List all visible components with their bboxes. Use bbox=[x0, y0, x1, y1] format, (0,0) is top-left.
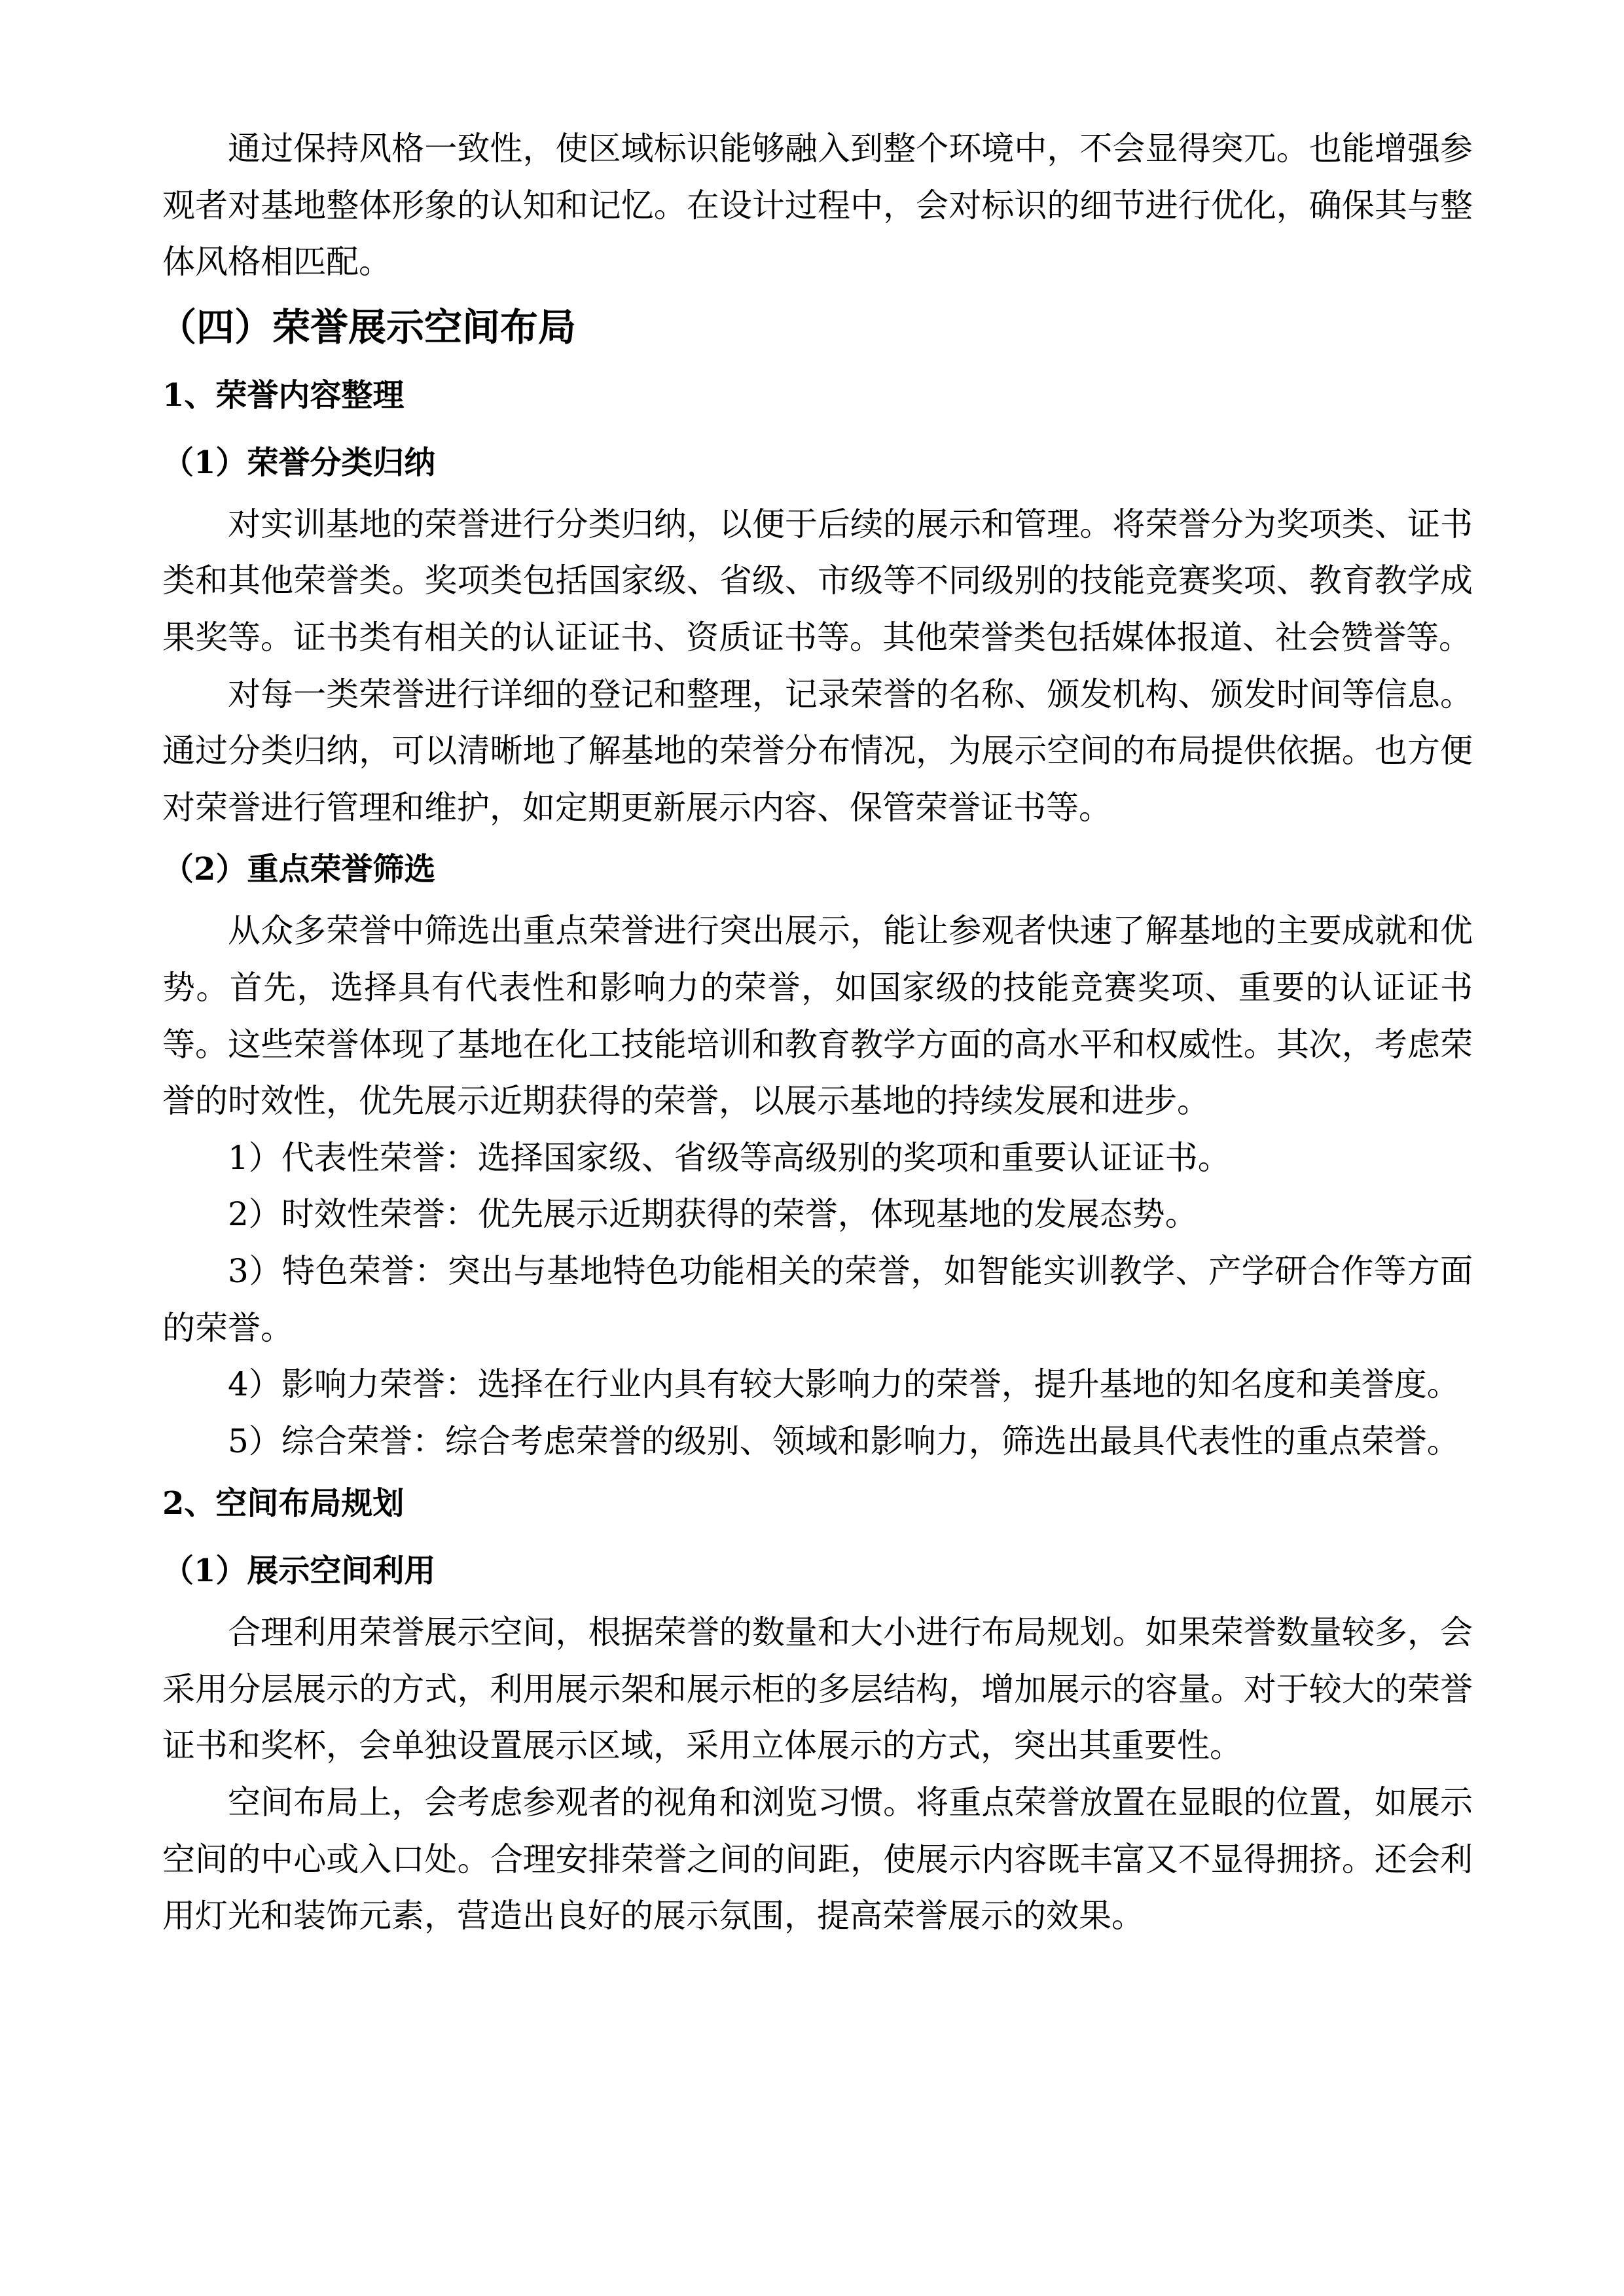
paragraph: 对实训基地的荣誉进行分类归纳，以便于后续的展示和管理。将荣誉分为奖项类、证书类和其他荣誉类。奖项类包括国家级、省级、市级等不同级别的技能竞赛奖项、教育教学成果奖等。证书类有相关的认证证书、资质证书等。其他荣誉类包括媒体报道、社会赞誉等。 bbox=[162, 505, 1473, 656]
paragraph: 空间布局上，会考虑参观者的视角和浏览习惯。将重点荣誉放置在显眼的位置，如展示空间的中心或入口处。合理安排荣誉之间的间距，使展示内容既丰富又不显得拥挤。还会利用灯光和装饰元素，营造出良好的展示氛围，提高荣誉展示的效果。 bbox=[162, 1784, 1473, 1935]
heading-space-use: （1）展示空间利用 bbox=[162, 1552, 436, 1590]
document-page bbox=[158, 120, 1473, 1945]
heading-classification: （1）荣誉分类归纳 bbox=[162, 444, 436, 481]
subsection-title-layout: 2、空间布局规划 bbox=[162, 1485, 405, 1522]
intro-paragraph: 通过保持风格一致性，使区域标识能够融入到整个环境中，不会显得突兀。也能增强参观者对基地整体形象的认知和记忆。在设计过程中，会对标识的细节进行优化，确保其与整体风格相匹配。 bbox=[162, 130, 1473, 281]
section-title: （四）荣誉展示空间布局 bbox=[158, 304, 577, 350]
paragraph: 对每一类荣誉进行详细的登记和整理，记录荣誉的名称、颁发机构、颁发时间等信息。通过分类归纳，可以清晰地了解基地的荣誉分布情况，为展示空间的布局提供依据。也方便对荣誉进行管理和维护，如定期更新展示内容、保管荣誉证书等。 bbox=[162, 675, 1473, 827]
list-item: 5）综合荣誉：综合考虑荣誉的级别、领域和影响力，筛选出最具代表性的重点荣誉。 bbox=[228, 1422, 1460, 1460]
list-item: 4）影响力荣誉：选择在行业内具有较大影响力的荣誉，提升基地的知名度和美誉度。 bbox=[228, 1365, 1460, 1404]
subsection-title-content: 1、荣誉内容整理 bbox=[162, 376, 405, 414]
paragraph: 从众多荣誉中筛选出重点荣誉进行突出展示，能让参观者快速了解基地的主要成就和优势。首先，选择具有代表性和影响力的荣誉，如国家级的技能竞赛奖项、重要的认证证书等。这些荣誉体现了基地在化工技能培训和教育教学方面的高水平和权威性。其次，考虑荣誉的时效性，优先展示近期获得的荣誉，以展示基地的持续发展和进步。 bbox=[162, 912, 1473, 1121]
list-item: 3）特色荣誉：突出与基地特色功能相关的荣誉，如智能实训教学、产学研合作等方面的荣誉。 bbox=[162, 1251, 1473, 1347]
paragraph: 合理利用荣誉展示空间，根据荣誉的数量和大小进行布局规划。如果荣誉数量较多，会采用分层展示的方式，利用展示架和展示柜的多层结构，增加展示的容量。对于较大的荣誉证书和奖杯，会单独设置展示区域，采用立体展示的方式，突出其重要性。 bbox=[162, 1613, 1473, 1765]
list-item: 2）时效性荣誉：优先展示近期获得的荣誉，体现基地的发展态势。 bbox=[228, 1195, 1198, 1234]
heading-key-honors: （2）重点荣誉筛选 bbox=[162, 851, 436, 888]
list-item: 1）代表性荣誉：选择国家级、省级等高级别的奖项和重要认证证书。 bbox=[228, 1138, 1231, 1177]
